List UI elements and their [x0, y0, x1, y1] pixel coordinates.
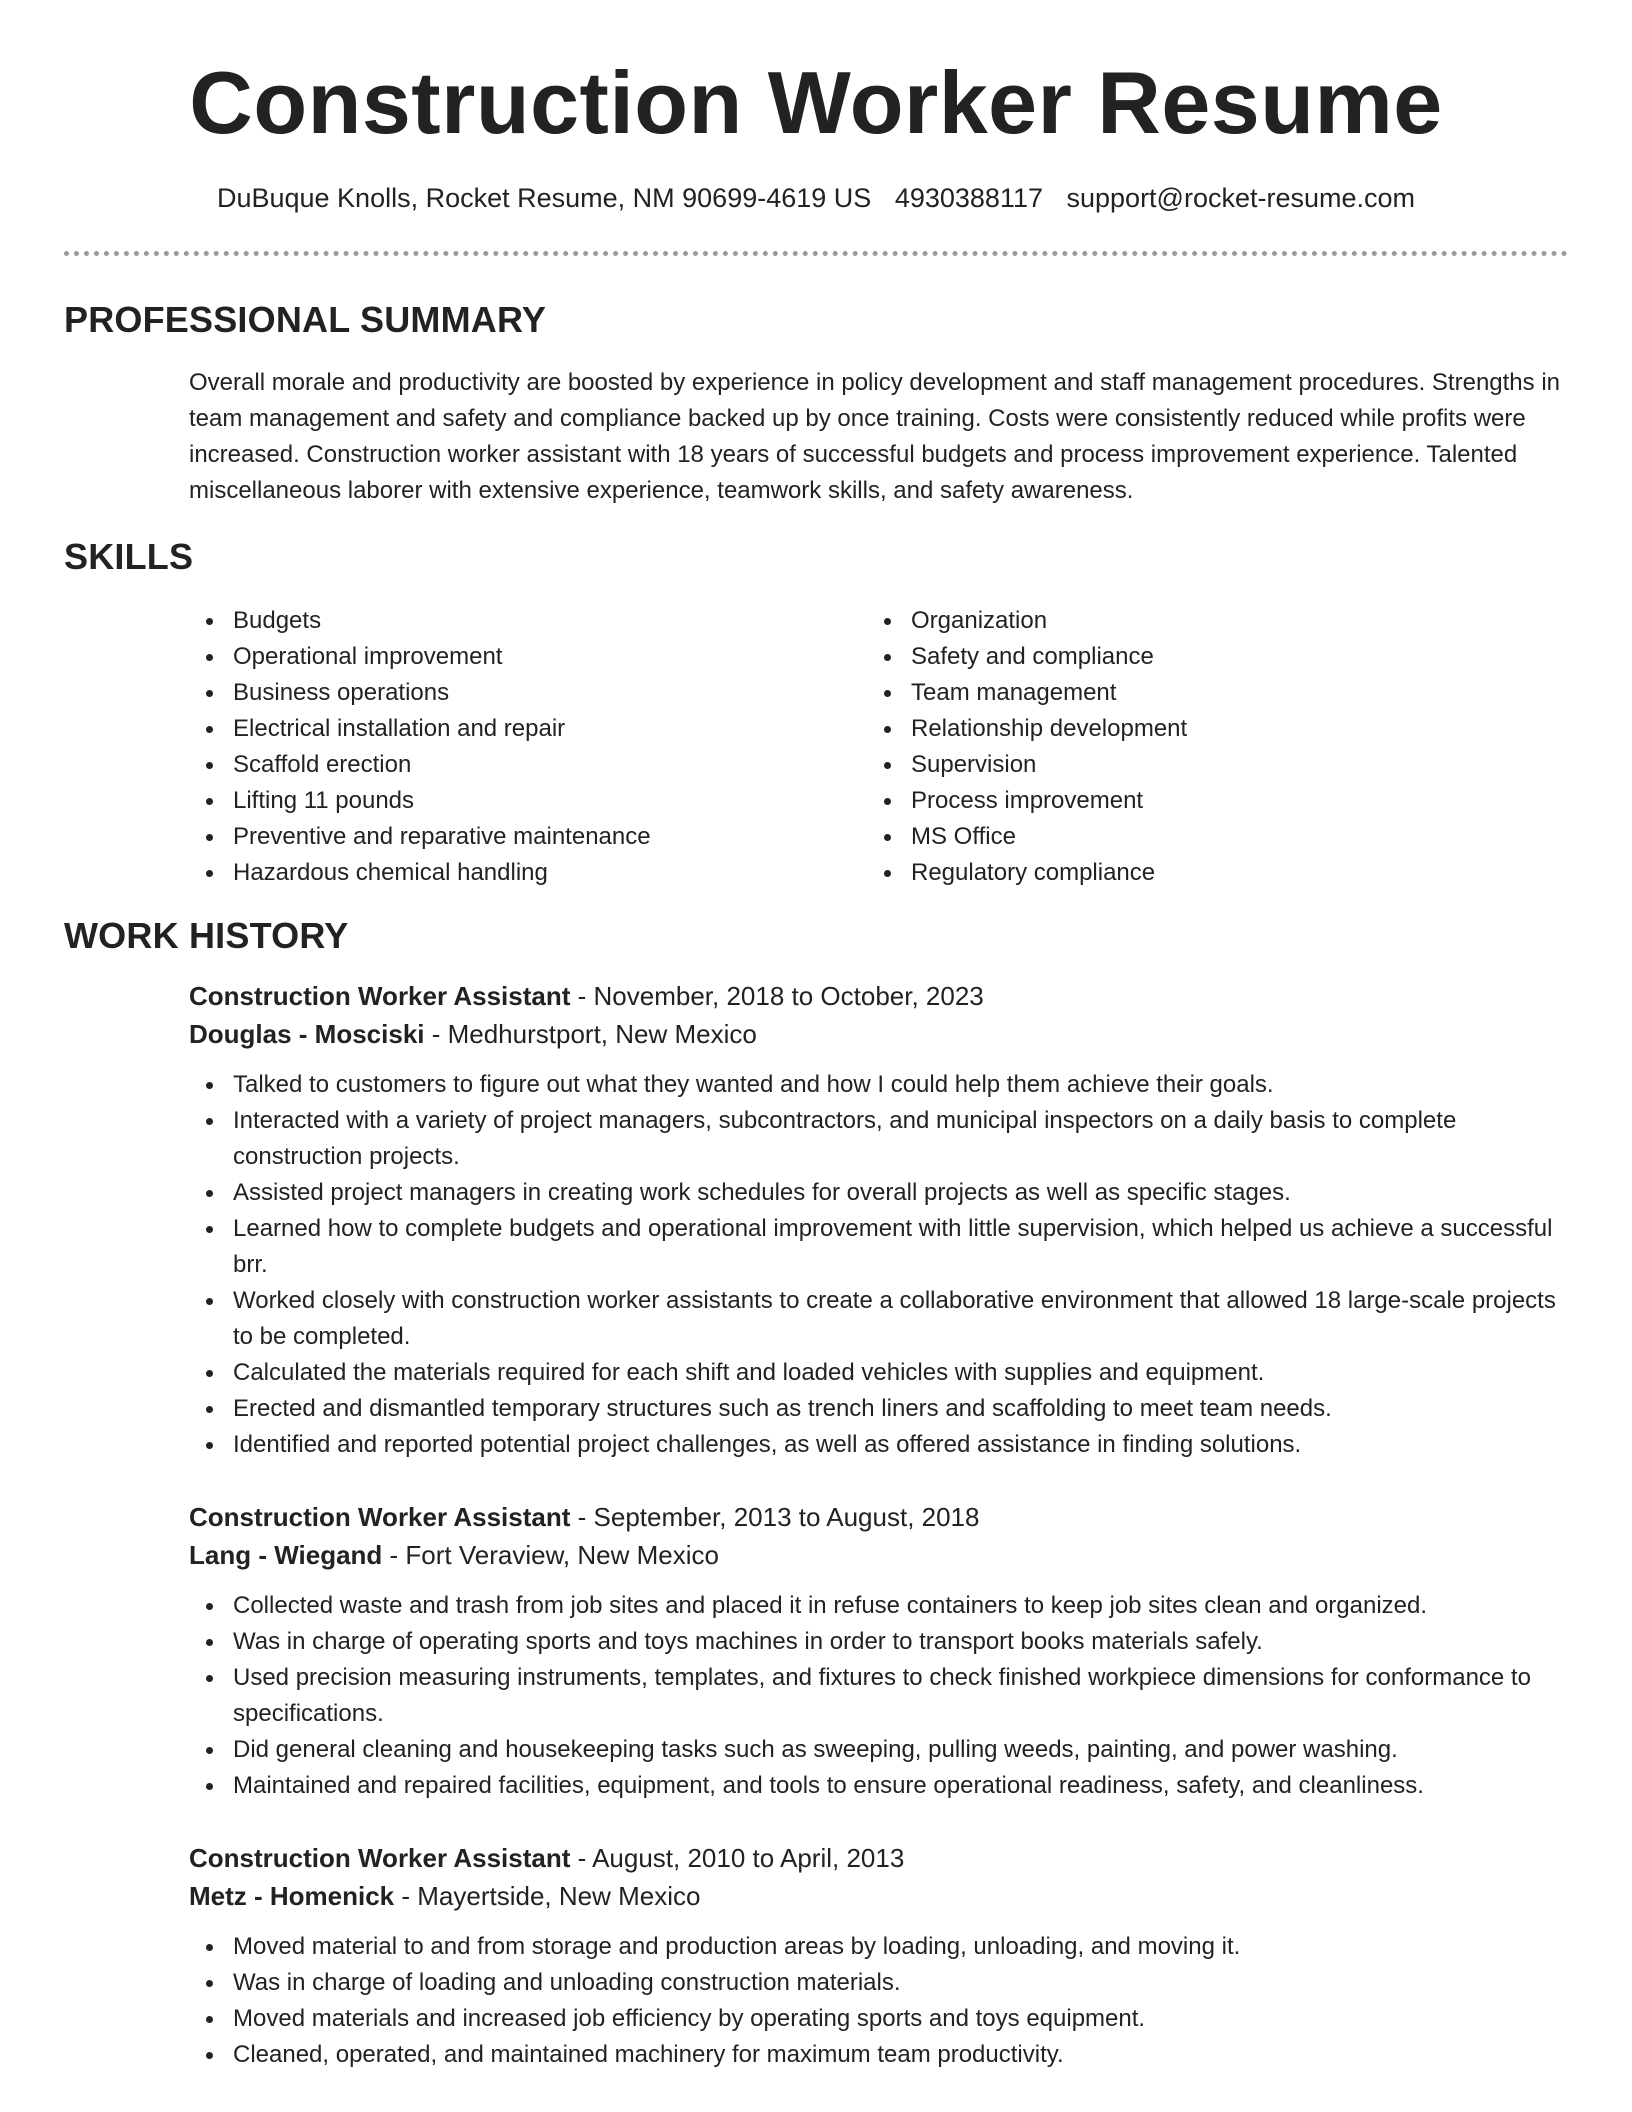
skill-item: Team management: [867, 675, 1545, 711]
job-duty: Was in charge of loading and unloading construction materials.: [189, 1965, 1579, 2001]
job-title: Construction Worker Assistant: [189, 1502, 571, 1532]
skill-item: Budgets: [189, 603, 867, 639]
skill-item: Electrical installation and repair: [189, 711, 867, 747]
job-duties: [189, 1929, 1579, 2073]
summary-text: Overall morale and productivity are boosted by experience in policy development and staff management procedures. Strengths in team management and safety and compliance backed up by once training. Costs were consistently reduced while profits were increased. Construction worker assistant with 18 years of successful budgets and process improvement experience. Talented miscellaneous laborer with extensive experience, teamwork skills, and safety awareness.: [189, 369, 1560, 504]
job-duties: [189, 1588, 1579, 1804]
job-duty: Maintained and repaired facilities, equipment, and tools to ensure operational readiness, safety, and cleanliness.: [189, 1768, 1579, 1804]
work-history-heading: WORK HISTORY: [64, 915, 349, 956]
skills-column-left: [189, 603, 867, 891]
job-dates: - August, 2010 to April, 2013: [570, 1843, 905, 1873]
job-duty: Calculated the materials required for each shift and loaded vehicles with supplies and equipment.: [189, 1355, 1579, 1391]
skills-column-right: [867, 603, 1545, 891]
contact-phone: 4930388117: [894, 183, 1043, 213]
job-entry: [189, 1839, 1579, 2073]
header-divider: [64, 251, 1568, 256]
skill-item: Safety and compliance: [867, 639, 1545, 675]
skill-item: Relationship development: [867, 711, 1545, 747]
skill-item: Preventive and reparative maintenance: [189, 819, 867, 855]
job-duty: Identified and reported potential project challenges, as well as offered assistance in finding solutions.: [189, 1427, 1579, 1463]
job-duty: Cleaned, operated, and maintained machinery for maximum team productivity.: [189, 2037, 1579, 2073]
skill-item: Process improvement: [867, 783, 1545, 819]
job-location: - Medhurstport, New Mexico: [424, 1019, 757, 1049]
contact-email: support@rocket-resume.com: [1066, 183, 1416, 213]
job-duty: Learned how to complete budgets and operational improvement with little supervision, which helped us achieve a successful brr.: [189, 1211, 1579, 1283]
job-company: Douglas - Mosciski: [189, 1019, 425, 1049]
skill-item: Regulatory compliance: [867, 855, 1545, 891]
skill-item: Supervision: [867, 747, 1545, 783]
job-duty: Worked closely with construction worker assistants to create a collaborative environment that allowed 18 large-scale projects to be completed.: [189, 1283, 1579, 1355]
job-company-line: [189, 1877, 1579, 1915]
job-duty: Assisted project managers in creating work schedules for overall projects as well as specific stages.: [189, 1175, 1579, 1211]
skill-item: Scaffold erection: [189, 747, 867, 783]
skill-item: MS Office: [867, 819, 1545, 855]
job-title: Construction Worker Assistant: [189, 981, 571, 1011]
job-company-line: [189, 1536, 1579, 1574]
skills-heading: SKILLS: [64, 536, 194, 577]
contact-address: DuBuque Knolls, Rocket Resume, NM 90699-4619 US: [216, 183, 872, 213]
job-company: Metz - Homenick: [189, 1881, 395, 1911]
job-company-line: [189, 1015, 1579, 1053]
job-title: Construction Worker Assistant: [189, 1843, 571, 1873]
job-duties: [189, 1067, 1579, 1463]
contact-line: [0, 180, 1632, 216]
job-title-line: [189, 1839, 1579, 1877]
job-company: Lang - Wiegand: [189, 1540, 383, 1570]
job-duty: Moved material to and from storage and production areas by loading, unloading, and moving it.: [189, 1929, 1579, 1965]
job-title-line: [189, 977, 1579, 1015]
job-title-line: [189, 1498, 1579, 1536]
skills-list: [189, 603, 1579, 891]
job-dates: - November, 2018 to October, 2023: [570, 981, 984, 1011]
job-duty: Erected and dismantled temporary structures such as trench liners and scaffolding to meet team needs.: [189, 1391, 1579, 1427]
job-duty: Collected waste and trash from job sites and placed it in refuse containers to keep job sites clean and organized.: [189, 1588, 1579, 1624]
job-duty: Used precision measuring instruments, templates, and fixtures to check finished workpiece dimensions for conformance to specifications.: [189, 1660, 1579, 1732]
summary-heading: PROFESSIONAL SUMMARY: [64, 299, 547, 340]
job-location: - Fort Veraview, New Mexico: [382, 1540, 719, 1570]
job-duty: Did general cleaning and housekeeping tasks such as sweeping, pulling weeds, painting, and power washing.: [189, 1732, 1579, 1768]
job-location: - Mayertside, New Mexico: [394, 1881, 701, 1911]
skill-item: Business operations: [189, 675, 867, 711]
job-duty: Moved materials and increased job efficiency by operating sports and toys equipment.: [189, 2001, 1579, 2037]
skill-item: Hazardous chemical handling: [189, 855, 867, 891]
skill-item: Operational improvement: [189, 639, 867, 675]
job-entry: [189, 1498, 1579, 1804]
job-entry: [189, 977, 1579, 1463]
job-duty: Was in charge of operating sports and toys machines in order to transport books materials safely.: [189, 1624, 1579, 1660]
job-duty: Talked to customers to figure out what they wanted and how I could help them achieve their goals.: [189, 1067, 1579, 1103]
skill-item: Lifting 11 pounds: [189, 783, 867, 819]
job-duty: Interacted with a variety of project managers, subcontractors, and municipal inspectors on a daily basis to complete construction projects.: [189, 1103, 1579, 1175]
job-dates: - September, 2013 to August, 2018: [570, 1502, 980, 1532]
skill-item: Organization: [867, 603, 1545, 639]
resume-title: Construction Worker Resume: [189, 53, 1443, 152]
